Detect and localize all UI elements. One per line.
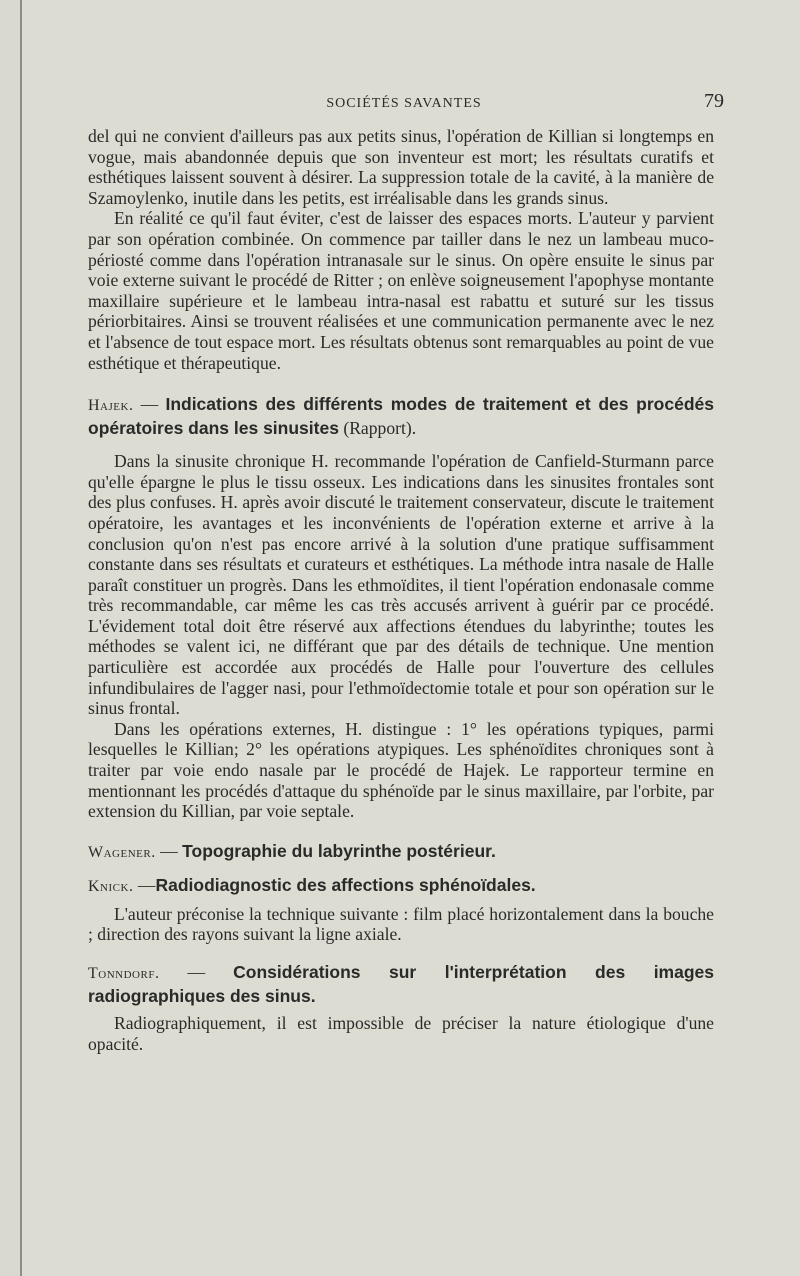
paragraph-hajek-1: Dans la sinusite chronique H. recommande l'opération de Canfield-Sturmann parce qu'elle épargne le plus le tissu osseux. Les indications dans les sinusites frontales sont des plus confuses. H. après avoir discuté le traitement conservateur, discute le traitement opératoire, les avantages et les inconvénients de l'opération externe et arrive à la conclusion qu'on n'est pas encore arrivé à la solution d'une pratique suffisamment constante dans ses résultats et curateurs et esthétiques. La méthode intra nasale de Halle paraît constituer un progrès. Dans les ethmoïdites, il tient l'opération endonasale comme très recommandable, car même les cas très accusés arrivent à guérir par ce procédé. L'évidement total doit être réservé aux affections étendues du labyrinthe; toutes les méthodes se valent ici, ne différant que par des détails de technique. Une mention particulière est accordée aux procédés de Halle pour l'ouverture des cellules infundibulaires de l'agger nasi, pour l'ethmoïdectomie totale et pour son opération sur le sinus frontal.: [88, 451, 714, 719]
paragraph-tonndorf: Radiographiquement, il est impossible de préciser la nature étiologique d'une opacité.: [88, 1013, 714, 1054]
paragraph-continuation: del qui ne convient d'ailleurs pas aux petits sinus, l'opération de Killian si longtemps en vogue, mais abandonnée depuis que son inventeur est mort; les résultats curatifs et esthétiques laissent souvent à désirer. La suppression totale de la cavité, à la manière de Szamoylenko, inutile dans les petits, est irréalisable dans les grands sinus.: [88, 126, 714, 208]
section-title-suffix: (Rapport).: [338, 418, 417, 439]
paragraph-hajek-2: Dans les opérations externes, H. distingue : 1° les opérations typiques, parmi lesquelles le Killian; 2° les opérations atypiques. Les sphénoïdites chroniques sont à traiter par voie endo nasale par le procédé de Hajek. Le rapporteur termine en mentionnant les procédés d'attaque du sphénoïde par le sinus maxillaire, par l'orbite, par extension du Killian, par voie septale.: [88, 718, 714, 822]
page-header: [88, 90, 724, 116]
page-body: [88, 126, 714, 1054]
section-title: Considérations sur l'interprétation des images radiographiques des sinus.: [88, 962, 714, 1006]
section-heading-knick: Knick. —Radiodiagnostic des affections sphénoïdales.: [88, 874, 536, 895]
section-title: Topographie du labyrinthe postérieur.: [182, 840, 496, 861]
section-heading-wagener: Wagener. — Topographie du labyrinthe postérieur.: [88, 840, 496, 861]
section-heading-tonndorf: Tonndorf. — Considérations sur l'interprétation des images radiographiques des sinus.: [88, 962, 714, 1006]
page-number: 79: [704, 90, 724, 112]
running-head: SOCIÉTÉS SAVANTES: [326, 96, 482, 111]
section-heading-hajek: Hajek. — Indications des différents modes de traitement et des procédés opératoires dans les sinusites (Rapport).: [88, 394, 714, 439]
section-title: Indications des différents modes de traitement et des procédés opératoires dans les sinusites: [88, 394, 714, 439]
section-author: Tonndorf.: [88, 965, 160, 982]
section-author: Wagener.: [88, 843, 156, 861]
section-author: Knick.: [88, 877, 134, 895]
section-author: Hajek.: [88, 397, 134, 415]
paragraph-combined-operation: En réalité ce qu'il faut éviter, c'est de laisser des espaces morts. L'auteur y parvient par son opération combinée. On commence par tailler dans le nez un lambeau muco-périosté comme dans l'opération intranasale sur le sinus. On opère ensuite le sinus par voie externe suivant le procédé de Ritter ; on enlève soigneusement l'apophyse montante maxillaire supérieure et le lambeau intra-nasal est rabattu et suturé sur les tissus périorbitaires. Ainsi se trouvent réalisées et une communication permanente avec le nez et l'absence de tout espace mort. Les résultats obtenus sont remarquables au point de vue esthétique et thérapeutique.: [88, 208, 714, 373]
paragraph-knick: L'auteur préconise la technique suivante : film placé horizontalement dans la bouche ; direction des rayons suivant la ligne axiale.: [88, 903, 714, 945]
section-title: Radiodiagnostic des affections sphénoïdales.: [155, 874, 536, 895]
